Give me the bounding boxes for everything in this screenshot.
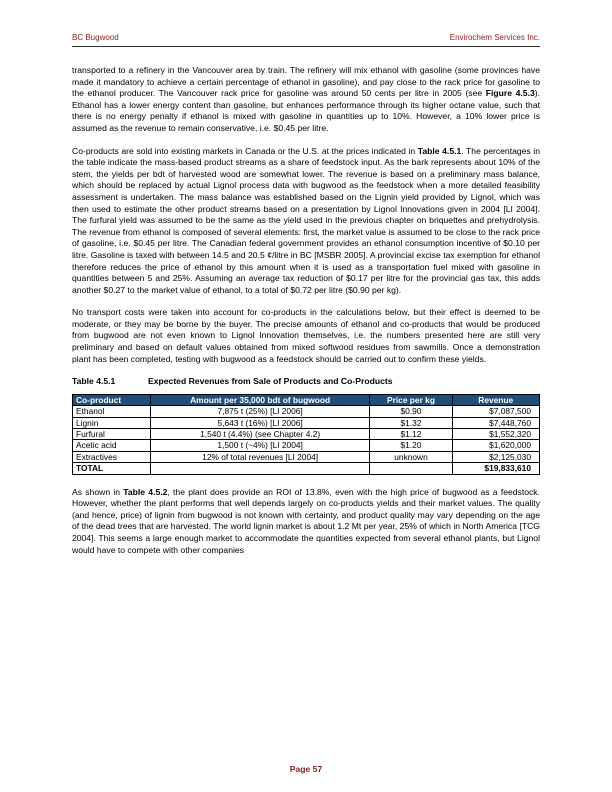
table-cell: 5,643 t (16%) [LI 2006] bbox=[150, 417, 370, 428]
table-cell: Furfural bbox=[73, 429, 151, 440]
table-caption bbox=[72, 376, 540, 388]
column-header: Revenue bbox=[452, 394, 540, 405]
total-label: TOTAL bbox=[73, 463, 151, 474]
table-cell: $7,087,500 bbox=[452, 406, 540, 417]
table-header-row bbox=[73, 394, 540, 405]
table-cell: $1.32 bbox=[370, 417, 452, 428]
column-header: Co-product bbox=[73, 394, 151, 405]
paragraph-4-text-a: As shown in bbox=[72, 486, 124, 497]
table-cell: $7,448,760 bbox=[452, 417, 540, 428]
table-cell: 7,875 t (25%) [LI 2006] bbox=[150, 406, 370, 417]
paragraph-2-text-a: Co-products are sold into existing markets in Canada or the U.S. at the prices indicated in bbox=[72, 145, 418, 156]
column-header: Amount per 35,000 bdt of bugwood bbox=[150, 394, 370, 405]
table-cell: Acetic acid bbox=[73, 440, 151, 451]
header-right-company: Envirochem Services Inc. bbox=[449, 33, 540, 42]
table-row bbox=[73, 451, 540, 462]
page-number: Page 57 bbox=[289, 764, 323, 774]
table-row bbox=[73, 440, 540, 451]
table-row bbox=[73, 429, 540, 440]
revenue-table bbox=[72, 394, 540, 475]
table-cell-empty bbox=[150, 463, 370, 474]
paragraph-2 bbox=[72, 146, 540, 297]
page-header bbox=[72, 33, 540, 42]
table-cell-empty bbox=[370, 463, 452, 474]
total-value: $19,833,610 bbox=[452, 463, 540, 474]
table-caption-number: Table 4.5.1 bbox=[72, 376, 116, 387]
table-cell: $1,552,320 bbox=[452, 429, 540, 440]
table-cell: $2,125,030 bbox=[452, 451, 540, 462]
figure-reference: Figure 4.5.3 bbox=[485, 88, 535, 99]
table-caption-title: Expected Revenues from Sale of Products and Co-Products bbox=[148, 376, 393, 387]
table-reference: Table 4.5.1 bbox=[417, 145, 462, 156]
paragraph-2-text-b: . The percentages in the table indicate the mass-based product streams as a share of feedstock input. As the bark represents about 10% of the stem, the yields per bdt of harvested wood are somewhat lower. The revenue is based on a preliminary mass balance, which should be replaced by actual Lignol process data with bugwood as the feedstock when a more detailed feasibility assessment is undertaken. The mass balance was established based on the Lignin yield provided by Lignol, which was then used to estimate the other product streams based on a presentation by Lignol Innovations given in 2004 [LI 2004]. The furfural yield was assumed to be the same as the yield used in the previous chapter on briquettes and prehydrolysis. The revenue from ethanol is composed of several elements: first, the market value is assumed to be close to the rack price of gasoline, i.e. $0.45 per litre. The Canadian federal government provides an ethanol consumption incentive of $0.10 per litre. Gasoline is taxed with between 14.5 and 20.5 ¢/litre in BC [MSBR 2005]. A provincial excise tax exemption for ethanol therefore reduces the price of ethanol by this amount when it is used as a transportation fuel mixed with gasoline in quantities between 5 and 25%. Assuming an average tax reduction of $0.17 per litre for the provincial gas tax, this adds another $0.27 to the market value of ethanol, to a total of $0.72 per litre ($0.90 per kg). bbox=[72, 145, 540, 295]
table-cell: 1,500 t (~4%) [LI 2004] bbox=[150, 440, 370, 451]
table-cell: 12% of total revenues [LI 2004] bbox=[150, 451, 370, 462]
table-total-row bbox=[73, 463, 540, 474]
table-cell: Ethanol bbox=[73, 406, 151, 417]
header-left-title: BC Bugwood bbox=[72, 33, 119, 42]
table-row bbox=[73, 417, 540, 428]
table-row bbox=[73, 406, 540, 417]
table-cell: Lignin bbox=[73, 417, 151, 428]
header-divider bbox=[72, 46, 540, 47]
page-body bbox=[72, 65, 540, 567]
paragraph-1 bbox=[72, 65, 540, 135]
table-cell: Extractives bbox=[73, 451, 151, 462]
paragraph-3: No transport costs were taken into account for co-products in the calculations below, but their effect is deemed to be moderate, or they may be borne by the buyer. The precise amounts of ethanol and co-products that would be produced from bugwood are not even known to Lignol Innovation themselves, i.e. the numbers presented here are still very preliminary and based on default values obtained from mixed softwood residues from sawmills. Once a demonstration plant has been completed, testing with bugwood as a feedstock should be carried out to confirm these yields. bbox=[72, 307, 540, 364]
table-cell: $0.90 bbox=[370, 406, 452, 417]
table-cell: unknown bbox=[370, 451, 452, 462]
paragraph-1-text-a: transported to a refinery in the Vancouver area by train. The refinery will mix ethanol with gasoline (some provinces have made it mandatory to achieve a certain percentage of ethanol in gasoline), and pay close to the rack price for gasoline to the ethanol producer. The Vancouver rack price for gasoline was around 50 cents per litre in 2005 (see bbox=[72, 65, 540, 99]
paragraph-1-text-b: ). Ethanol has a lower energy content than gasoline, but enhances performance through its higher octane value, such that there is no energy penalty if ethanol is mixed with gasoline in quantities up to 10%. However, a 10% lower price is assumed as the revenue to remain conservative, i.e. $0.45 per litre. bbox=[72, 88, 540, 133]
table-cell: $1.20 bbox=[370, 440, 452, 451]
column-header: Price per kg bbox=[370, 394, 452, 405]
table-cell: $1.12 bbox=[370, 429, 452, 440]
table-cell: 1,540 t (4.4%) (see Chapter 4.2) bbox=[150, 429, 370, 440]
paragraph-4-text-b: , the plant does provide an ROI of 13.8%, even with the high price of bugwood as a feedstock. However, whether the plant performs that well depends largely on co-products yields and their market values. The quality (and hence, price) of lignin from bugwood is not known with certainty, and product quality may vary depending on the age of the dead trees that are harvested. The world lignin market is about 1.2 Mt per year, 25% of which in North America [TCG 2004]. This seems a large enough market to accommodate the quantities expected from several ethanol plants, but Lignol would have to compete with other companies bbox=[72, 486, 540, 555]
table-cell: $1,620,000 bbox=[452, 440, 540, 451]
paragraph-4 bbox=[72, 487, 540, 557]
table-reference: Table 4.5.2 bbox=[123, 486, 168, 497]
